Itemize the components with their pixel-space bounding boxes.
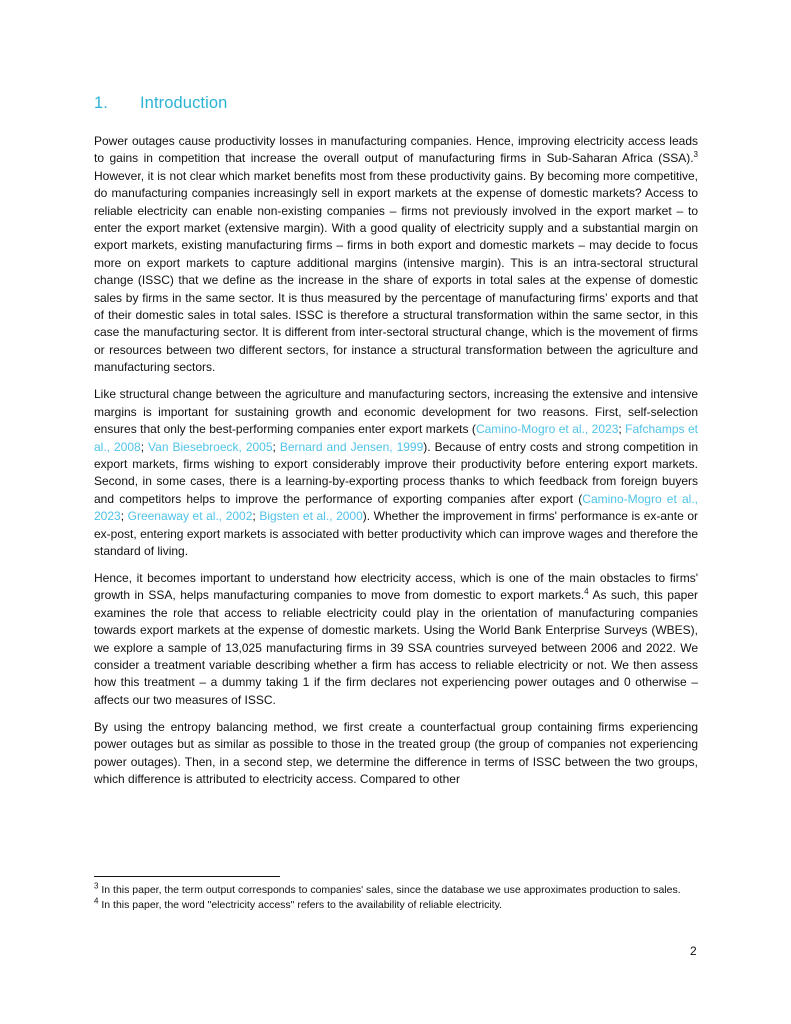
citation-link[interactable]: Van Biesebroeck, 2005 xyxy=(148,439,273,454)
paragraph-4: By using the entropy balancing method, we first create a counterfactual group containing firms experiencing power outages but as similar as possible to those in the treated group (the group of companies not experiencing power outages). Then, in a second step, we determine the difference in terms of ISSC between the two groups, which difference is attributed to electricity access. Compared to other xyxy=(94,719,698,786)
section-heading xyxy=(94,94,227,113)
citation-link[interactable]: Bernard and Jensen, 1999 xyxy=(279,439,424,454)
citation-link[interactable]: Greenaway et al., 2002 xyxy=(127,509,253,524)
paragraph-3: Hence, it becomes important to understand how electricity access, which is one of the main obstacles to firms' growth in SSA, helps manufacturing companies to move from domestic to export markets.$^4$ As such, this paper examines the role that access to reliable electricity could play in the orientation of manufacturing companies towards export markets at the expense of domestic markets. Using the World Bank Enterprise Surveys (WBES), we explore a sample of 13,025 manufacturing firms in 39 SSA countries surveyed between 2006 and 2022. We consider a treatment variable describing whether a firm has access to reliable electricity or not. We then assess how this treatment – a dummy taking 1 if the firm declares not experiencing power outages and 0 otherwise – affects our two measures of ISSC. xyxy=(94,570,698,707)
footnotes xyxy=(94,883,698,913)
footnote-mark: 4 xyxy=(94,896,99,906)
footnote-mark: 3 xyxy=(94,881,99,891)
footnote-ref-4[interactable]: 4 xyxy=(584,587,589,597)
section-number: 1. xyxy=(94,94,108,112)
paragraph-1: Power outages cause productivity losses in manufacturing companies. Hence, improving electricity access leads to gains in competition that increase the overall output of manufacturing firms in Sub-Saharan Africa (SSA).$^3$ However, it is not clear which market benefits most from these productivity gains. By becoming more competitive, do manufacturing companies increasingly sell in export markets at the expense of domestic markets? Access to reliable electricity can enable non-existing companies – firms not previously involved in the export market – to enter the export market (extensive margin). With a good quality of electricity supply and a substantial margin on export markets, existing manufacturing firms – firms in both export and domestic markets – may decide to focus more on export markets to capture additional margins (intensive margin). This is an intra-sectoral structural change (ISSC) that we define as the increase in the share of exports in total sales at the expense of domestic sales by firms in the same sector. It is thus measured by the percentage of manufacturing firms’ exports and that of their domestic sales in total sales. ISSC is therefore a structural transformation within the same sector, in this case the manufacturing sector. It is different from inter-sectoral structural change, which is the movement of firms or resources between two different sectors, for instance a structural transformation between the agriculture and manufacturing sectors. xyxy=(94,134,698,375)
footnote-divider xyxy=(94,876,280,877)
paragraph-2: Like structural change between the agriculture and manufacturing sectors, increasing the extensive and intensive margins is important for sustaining growth and economic development for two reasons. First, self-selection ensures that only the best-performing companies enter export markets (Camino-Mogro et al., 2023; Fafchamps et al., 2008; Van Biesebroeck, 2005; Bernard and Jensen, 1999). Because of entry costs and strong competition in export markets, firms wishing to export considerably improve their productivity before entering export markets. Second, in some cases, there is a learning-by-exporting process thanks to which feedback from foreign buyers and competitors helps to improve the performance of exporting companies after export (Camino-Mogro et al., 2023; Greenaway et al., 2002; Bigsten et al., 2000). Whether the improvement in firms' performance is ex-ante or ex-post, entering export markets is associated with better productivity which can improve wages and therefore the standard of living. xyxy=(94,387,698,558)
citation-link[interactable]: Bigsten et al., 2000 xyxy=(259,509,363,524)
footnote-3: $^3$ In this paper, the term output corresponds to companies' sales, since the database we use approximates production to sales. xyxy=(94,881,681,896)
citation-link[interactable]: Camino-Mogro et al., 2023 xyxy=(475,422,619,437)
page-number: 2 xyxy=(690,944,697,958)
citation-link[interactable]: Fafchamps et al., 2008 xyxy=(94,422,698,454)
footnote-4: $^4$ In this paper, the word "electricity access" refers to the availability of reliable electricity. xyxy=(94,896,502,911)
citation-link[interactable]: Camino-Mogro et al., 2023 xyxy=(94,491,698,524)
section-title: Introduction xyxy=(140,94,228,112)
body-text xyxy=(94,133,698,798)
footnote-ref-3[interactable]: 3 xyxy=(693,150,698,160)
